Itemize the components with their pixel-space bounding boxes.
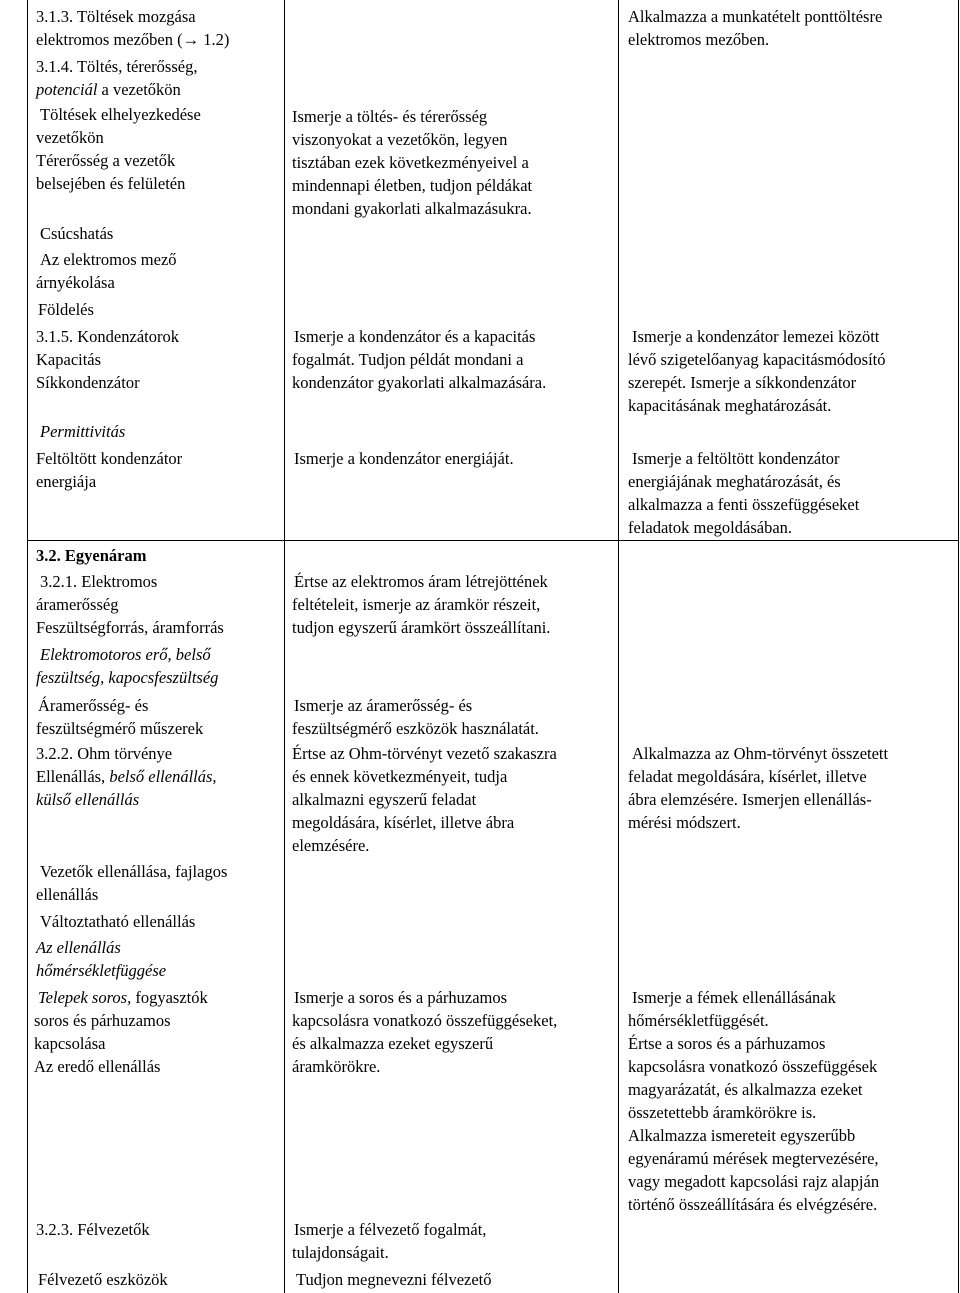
- column-divider-2: [618, 0, 619, 1293]
- section-3-2: 3.2. Egyenáram: [36, 546, 147, 565]
- req-meters: Ismerje az áramerősség- és feszültségmérő eszközök használatát.: [292, 696, 539, 738]
- req-ohm-law: Értse az Ohm-törvényt vezető szakaszra és ennek következményeit, tudja alkalmazni egyszerű feladat megoldására, kísérlet, illetve ábra elemzésére.: [292, 744, 557, 855]
- column-divider-1: [284, 0, 285, 1293]
- section-3-1-4: 3.1.4. Töltés, térerősség, potenciál a vezetőkön: [36, 57, 198, 99]
- topic-grounding: Földelés: [38, 300, 94, 319]
- topic-field-shielding: Az elektromos mező árnyékolása: [36, 250, 177, 292]
- topic-permittivity: Permittivitás: [40, 422, 126, 441]
- req-charge-field: Ismerje a töltés- és térerősség viszonyokat a vezetőkön, legyen tisztában ezek következményeivel a mindennapi életben, tudjon példákat mondani gyakorlati alkalmazásukra.: [292, 107, 533, 218]
- row-divider: [27, 540, 959, 541]
- topic-conductor-resistance: Vezetők ellenállása, fajlagos ellenállás: [36, 862, 228, 904]
- topic-semiconductor-devices: Félvezető eszközök: [38, 1270, 168, 1289]
- adv-work-theorem: Alkalmazza a munkatételt ponttöltésre elektromos mezőben.: [628, 7, 883, 49]
- adv-capacitor-energy: Ismerje a feltöltött kondenzátor energiájának meghatározását, és alkalmazza a fenti összefüggéseket feladatok megoldásában.: [628, 449, 860, 537]
- req-semiconductor-devices: Tudjon megnevezni félvezető: [296, 1270, 492, 1289]
- req-capacitor-energy: Ismerje a kondenzátor energiáját.: [294, 449, 514, 468]
- table-border-left: [27, 0, 28, 1293]
- req-semiconductor: Ismerje a félvezető fogalmát, tulajdonságait.: [292, 1220, 487, 1262]
- section-3-2-2: 3.2.2. Ohm törvénye Ellenállás, belső ellenállás, külső ellenállás: [36, 744, 217, 809]
- topic-emf: Elektromotoros erő, belső feszültség, kapocsfeszültség: [36, 645, 219, 687]
- section-3-2-1: 3.2.1. Elektromos áramerősség: [36, 572, 158, 614]
- adv-capacitor-dielectric: Ismerje a kondenzátor lemezei között lévő szigetelőanyag kapacitásmódosító szerepét. Ismerje a síkkondenzátor kapacitásának meghatározását.: [628, 327, 886, 415]
- topic-charges-on-conductors: Töltések elhelyezkedése vezetőkön: [36, 105, 201, 147]
- topic-variable-resistor: Változtatható ellenállás: [40, 912, 196, 931]
- topic-field-in-conductors: Térerősség a vezetők belsejében és felületén: [36, 151, 186, 193]
- adv-ohm-law: Alkalmazza az Ohm-törvényt összetett feladat megoldására, kísérlet, illetve ábra elemzésére. Ismerjen ellenállás- mérési módszert.: [628, 744, 889, 832]
- topic-resistance-temperature: Az ellenállás hőmérsékletfüggése: [36, 938, 167, 980]
- req-series-parallel: Ismerje a soros és a párhuzamos kapcsolásra vonatkozó összefüggéseket, és alkalmazza ezeket egyszerű áramkörökre.: [292, 988, 558, 1076]
- section-3-1-3: 3.1.3. Töltések mozgása elektromos mezőben (→ 1.2): [36, 7, 230, 49]
- topic-charged-capacitor-energy: Feltöltött kondenzátor energiája: [36, 449, 183, 491]
- topic-voltage-source: Feszültségforrás, áramforrás: [36, 618, 224, 637]
- table-border-right: [958, 0, 959, 1293]
- req-capacitor: Ismerje a kondenzátor és a kapacitás fogalmát. Tudjon példát mondani a kondenzátor gyakorlati alkalmazására.: [292, 327, 547, 392]
- topic-point-effect: Csúcshatás: [40, 224, 114, 243]
- adv-metal-resistance-and-circuits: Ismerje a fémek ellenállásának hőmérsékletfüggését. Értse a soros és a párhuzamos kapcsolásra vonatkozó összefüggések magyarázatát, és alkalmazza ezeket összetettebb áramkörökre is. Alkalmazza ismereteit egyszerűbb egyenáramú mérések megtervezésére, vagy megadott kapcsolási rajz alapján történő összeállítására és elvégzésére.: [628, 988, 880, 1214]
- section-3-1-5: 3.1.5. Kondenzátorok Kapacitás Síkkondenzátor: [36, 327, 179, 392]
- req-electric-current: Értse az elektromos áram létrejöttének feltételeit, ismerje az áramkör részeit, tudjon egyszerű áramkört összeállítani.: [292, 572, 551, 637]
- topic-series-parallel: Telepek soros, fogyasztók soros és párhuzamos kapcsolása Az eredő ellenállás: [34, 988, 208, 1076]
- section-3-2-3: 3.2.3. Félvezetők: [36, 1220, 150, 1239]
- topic-meters: Áramerősség- és feszültségmérő műszerek: [36, 696, 204, 738]
